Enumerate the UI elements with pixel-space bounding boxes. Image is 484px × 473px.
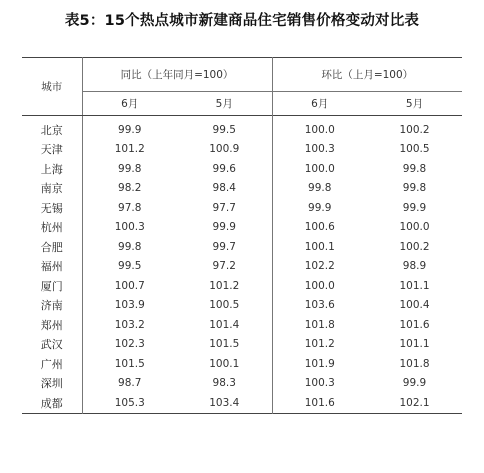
row-city-name: 福州 [22, 257, 82, 277]
row-city-name: 北京 [22, 116, 82, 140]
table-row [22, 257, 462, 277]
cell-mom-may: 100.5 [399, 143, 430, 156]
cell-mom-may: 102.1 [399, 396, 430, 409]
cell-yoy-jun: 102.3 [114, 338, 145, 351]
cell-mom-jun: 101.6 [272, 393, 367, 413]
cell-mom-jun: 100.0 [272, 159, 367, 179]
price-change-table [22, 57, 462, 414]
cell-yoy-jun: 101.2 [114, 143, 145, 156]
row-city-name: 南京 [22, 179, 82, 199]
table-row [22, 315, 462, 335]
cell-yoy-jun: 103.2 [114, 318, 145, 331]
cell-yoy-may: 101.2 [209, 279, 240, 292]
cell-mom-may: 100.2 [399, 240, 430, 253]
cell-mom-may: 99.9 [402, 201, 427, 214]
table-row [22, 296, 462, 316]
cell-mom-may: 98.9 [402, 260, 427, 273]
cell-yoy-jun: 100.3 [114, 221, 145, 234]
cell-mom-jun: 100.0 [272, 116, 367, 140]
cell-mom-jun: 100.6 [272, 218, 367, 238]
header-mom: 环比（上月=100） [272, 58, 462, 92]
header-mom-jun: 6月 [272, 92, 367, 116]
cell-mom-jun: 99.9 [272, 198, 367, 218]
table-row [22, 335, 462, 355]
cell-yoy-may: 103.4 [209, 396, 240, 409]
cell-mom-may: 101.6 [399, 318, 430, 331]
cell-yoy-jun: 101.5 [114, 357, 145, 370]
cell-mom-jun: 99.8 [272, 179, 367, 199]
table-row [22, 198, 462, 218]
row-city-name: 合肥 [22, 237, 82, 257]
cell-yoy-jun: 98.7 [118, 377, 142, 390]
table-row [22, 179, 462, 199]
cell-yoy-may: 99.7 [212, 240, 236, 253]
table-row [22, 159, 462, 179]
table-row [22, 393, 462, 413]
cell-yoy-jun: 98.2 [118, 182, 142, 195]
cell-yoy-may: 101.5 [209, 338, 240, 351]
cell-mom-may: 99.8 [402, 162, 427, 175]
row-city-name: 厦门 [22, 276, 82, 296]
row-city-name: 成都 [22, 393, 82, 413]
row-city-name: 天津 [22, 140, 82, 160]
cell-yoy-may: 97.7 [212, 201, 236, 214]
table-body [22, 116, 462, 414]
row-city-name: 上海 [22, 159, 82, 179]
cell-mom-may: 99.9 [402, 377, 427, 390]
cell-yoy-jun: 103.9 [114, 299, 145, 312]
header-city: 城市 [22, 58, 82, 116]
cell-mom-jun: 100.3 [272, 374, 367, 394]
cell-yoy-may: 100.1 [209, 357, 240, 370]
row-city-name: 济南 [22, 296, 82, 316]
cell-yoy-may: 99.5 [212, 123, 236, 136]
table-row [22, 237, 462, 257]
table-row [22, 374, 462, 394]
row-city-name: 无锡 [22, 198, 82, 218]
cell-yoy-may: 99.9 [212, 221, 236, 234]
cell-yoy-jun: 97.8 [118, 201, 142, 214]
table-title: 表5：15个热点城市新建商品住宅销售价格变动对比表 [64, 13, 420, 29]
row-city-name: 武汉 [22, 335, 82, 355]
table-row [22, 140, 462, 160]
cell-yoy-may: 101.4 [209, 318, 240, 331]
cell-yoy-jun: 100.7 [114, 279, 145, 292]
cell-mom-may: 101.1 [399, 279, 430, 292]
cell-yoy-jun: 105.3 [114, 396, 145, 409]
cell-yoy-jun: 99.9 [118, 123, 142, 136]
cell-mom-may: 100.4 [399, 299, 430, 312]
cell-mom-jun: 103.6 [272, 296, 367, 316]
table-row [22, 354, 462, 374]
row-city-name: 深圳 [22, 374, 82, 394]
cell-mom-jun: 100.3 [272, 140, 367, 160]
row-city-name: 广州 [22, 354, 82, 374]
cell-yoy-may: 97.2 [212, 260, 236, 273]
cell-yoy-may: 99.6 [212, 162, 236, 175]
cell-mom-jun: 100.1 [272, 237, 367, 257]
cell-mom-jun: 102.2 [272, 257, 367, 277]
cell-mom-may: 101.8 [399, 357, 430, 370]
cell-yoy-jun: 99.8 [118, 162, 142, 175]
header-yoy-jun: 6月 [121, 98, 139, 110]
table-row [22, 218, 462, 238]
table-row [22, 276, 462, 296]
header-mom-may: 5月 [405, 98, 424, 110]
header-yoy: 同比（上年同月=100） [82, 58, 272, 92]
cell-yoy-may: 98.3 [212, 377, 236, 390]
cell-mom-may: 101.1 [399, 338, 430, 351]
header-yoy-may: 5月 [215, 98, 233, 110]
cell-mom-jun: 101.8 [272, 315, 367, 335]
cell-yoy-may: 98.4 [212, 182, 236, 195]
cell-yoy-jun: 99.8 [118, 240, 142, 253]
table-row [22, 116, 462, 140]
cell-mom-jun: 100.0 [272, 276, 367, 296]
cell-mom-may: 99.8 [402, 182, 427, 195]
cell-mom-may: 100.2 [399, 123, 430, 136]
cell-yoy-may: 100.5 [209, 299, 240, 312]
row-city-name: 郑州 [22, 315, 82, 335]
cell-yoy-may: 100.9 [209, 143, 240, 156]
row-city-name: 杭州 [22, 218, 82, 238]
cell-yoy-jun: 99.5 [118, 260, 142, 273]
cell-mom-jun: 101.2 [272, 335, 367, 355]
cell-mom-may: 100.0 [399, 221, 430, 234]
cell-mom-jun: 101.9 [272, 354, 367, 374]
